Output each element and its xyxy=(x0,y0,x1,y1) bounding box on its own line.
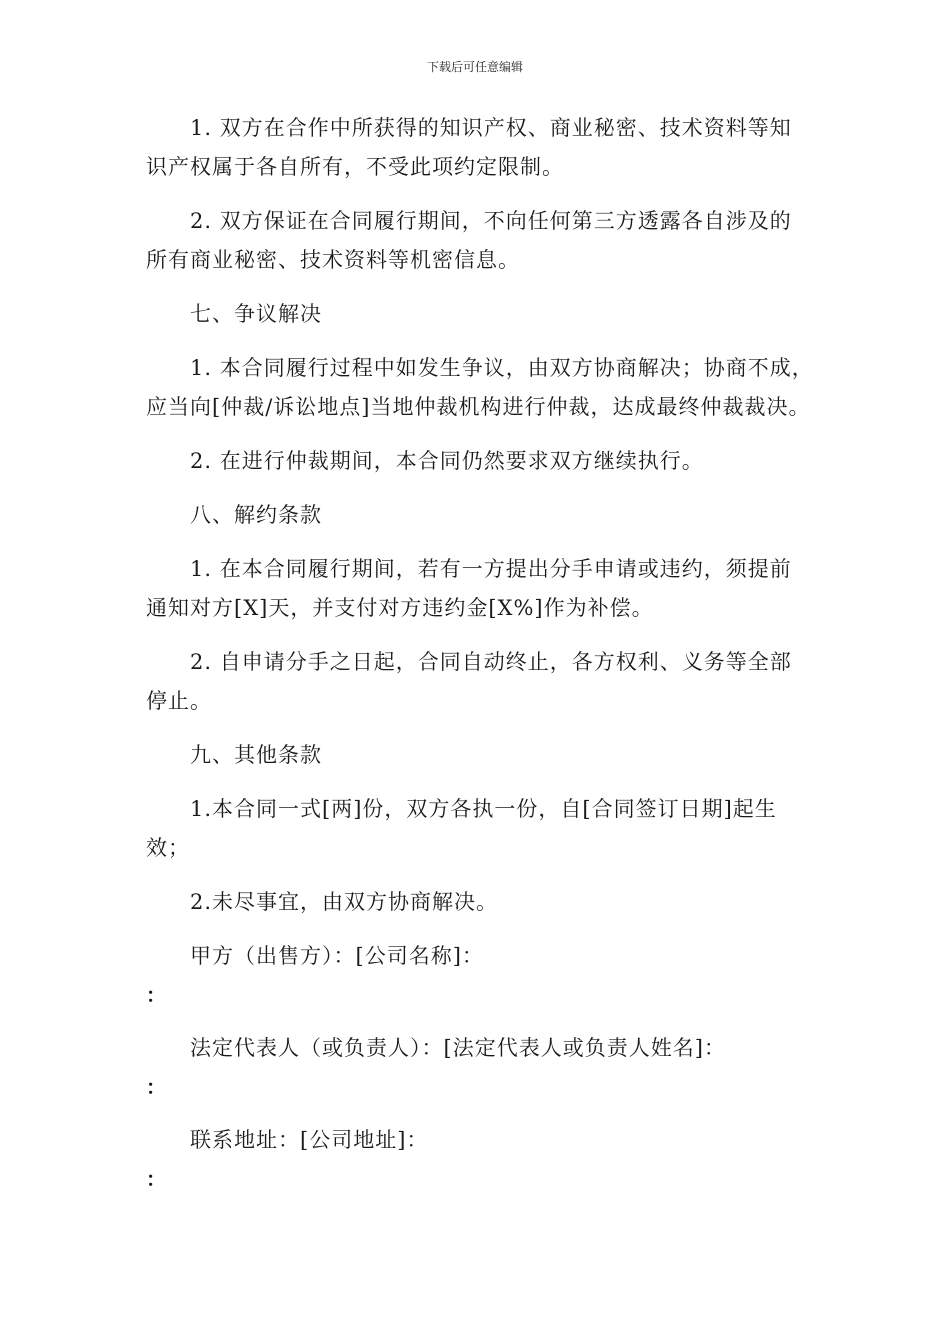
legal-representative-label: 法定代表人（或负责人）：[法定代表人或负责人姓名]： xyxy=(190,1036,726,1060)
contact-address-label: 联系地址：[公司地址]： xyxy=(190,1128,429,1152)
clause-8-1-line-2: 通知对方[X]天，并支付对方违约金[X%]作为补偿。 xyxy=(146,596,654,620)
section-heading-7: 七、争议解决 xyxy=(190,302,322,326)
clause-6-2-line-2: 所有商业秘密、技术资料等机密信息。 xyxy=(146,248,520,272)
clause-7-1-line-2: 应当向[仲裁/诉讼地点]当地仲裁机构进行仲裁，达成最终仲裁裁决。 xyxy=(146,395,811,419)
section-heading-9: 九、其他条款 xyxy=(190,743,322,767)
section-heading-8: 八、解约条款 xyxy=(190,503,322,527)
page-header-note: 下载后可任意编辑 xyxy=(426,60,523,74)
contact-address-blank: ： xyxy=(146,1167,166,1191)
party-a-label: 甲方（出售方）：[公司名称]： xyxy=(190,944,484,968)
clause-6-1-line-2: 识产权属于各自所有，不受此项约定限制。 xyxy=(146,155,564,179)
party-a-blank: ： xyxy=(146,983,166,1007)
clause-6-1-line-1: 1. 双方在合作中所获得的知识产权、商业秘密、技术资料等知 xyxy=(190,116,792,140)
clause-9-1-line-2: 效； xyxy=(146,836,190,860)
clause-8-2-line-1: 2. 自申请分手之日起，合同自动终止，各方权利、义务等全部 xyxy=(190,650,792,674)
clause-6-2-line-1: 2. 双方保证在合同履行期间，不向任何第三方透露各自涉及的 xyxy=(190,209,792,233)
legal-representative-blank: ： xyxy=(146,1075,166,1099)
clause-8-1-line-1: 1. 在本合同履行期间，若有一方提出分手申请或违约，须提前 xyxy=(190,557,792,581)
clause-8-2-line-2: 停止。 xyxy=(146,689,212,713)
clause-7-1-line-1: 1. 本合同履行过程中如发生争议，由双方协商解决；协商不成， xyxy=(190,356,814,380)
clause-7-2: 2. 在进行仲裁期间，本合同仍然要求双方继续执行。 xyxy=(190,449,704,473)
clause-9-2: 2.未尽事宜，由双方协商解决。 xyxy=(190,890,499,914)
clause-9-1-line-1: 1.本合同一式[两]份，双方各执一份，自[合同签订日期]起生 xyxy=(190,797,777,821)
